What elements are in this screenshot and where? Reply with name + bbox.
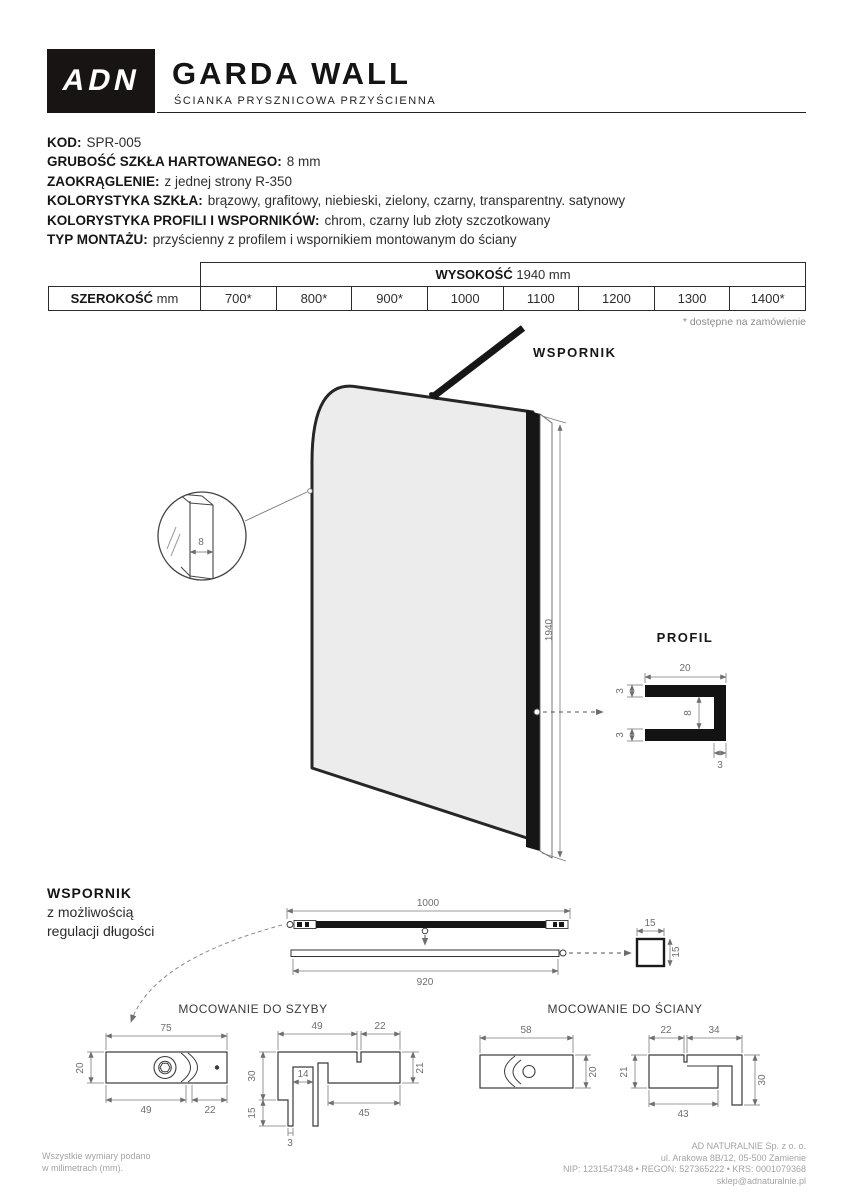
width-cell: 900* (352, 287, 428, 311)
glass-panel-drawing (312, 328, 617, 858)
spec-value: brązowy, grafitowy, niebieski, zielony, czarny, transparentny. satynowy (207, 193, 626, 209)
height-label: WYSOKOŚĆ (435, 267, 513, 282)
height-header-cell (201, 263, 806, 287)
bracket-rod (434, 328, 523, 396)
spec-value: chrom, czarny lub złoty szczotkowany (324, 212, 551, 228)
gms-base: 45 (358, 1108, 370, 1119)
width-cell: 1200 (579, 287, 655, 311)
spec-row-zaokraglenie (47, 172, 625, 191)
gms-front: 49 (311, 1021, 323, 1032)
company-name: AD NATURALNIE Sp. z o. o. (691, 1141, 806, 1151)
brand-logo-text: ADN (59, 64, 144, 97)
wms-right: 34 (708, 1025, 720, 1036)
size-table-width-row (49, 287, 806, 311)
spec-label: ZAOKRĄGLENIE: (47, 173, 160, 189)
wall-mount-side-view (619, 1025, 768, 1120)
bracket-profile-width: 15 (644, 918, 656, 929)
company-email: sklep@adnaturalnie.pl (716, 1175, 806, 1186)
width-cell: 1100 (503, 287, 579, 311)
wall-profile-bar (526, 410, 540, 851)
dimensions-note-line1: Wszystkie wymiary podano (42, 1151, 151, 1161)
wms-right-height: 30 (757, 1074, 768, 1086)
gm-height: 20 (75, 1062, 86, 1074)
wall-mount-top-view (480, 1025, 599, 1088)
wms-base: 43 (677, 1109, 689, 1120)
bracket-subtitle-line2: regulacji długości (47, 923, 155, 939)
profile-title: PROFIL (656, 630, 714, 645)
gm-hole-offset: 49 (140, 1105, 152, 1116)
brand-logo (47, 49, 155, 113)
bracket-cross-section (637, 939, 664, 966)
spec-list (47, 133, 625, 249)
size-table (48, 262, 806, 311)
profile-detail (615, 630, 726, 771)
dimensions-note (42, 1150, 151, 1174)
profile-width: 20 (679, 663, 691, 674)
glass-height-value: 1940 (544, 618, 555, 642)
spec-label: GRUBOŚĆ SZKŁA HARTOWANEGO: (47, 154, 282, 170)
gms-height: 30 (247, 1070, 258, 1082)
spec-label: TYP MONTAŻU: (47, 232, 148, 248)
page-title: GARDA WALL (172, 56, 411, 91)
gms-back: 22 (374, 1021, 386, 1032)
spec-row-kod (47, 133, 625, 152)
spec-label: KOLORYSTYKA PROFILI I WSPORNIKÓW: (47, 212, 320, 228)
profile-top-wall: 3 (615, 688, 626, 694)
wm-height: 20 (588, 1066, 599, 1078)
width-unit: mm (156, 291, 179, 306)
wall-mount-title: MOCOWANIE DO ŚCIANY (547, 1002, 703, 1016)
spec-row-kolor-profili (47, 211, 625, 230)
dimensions-note-line2: w milimetrach (mm). (42, 1163, 123, 1173)
header-divider (157, 112, 806, 113)
gms-slot: 14 (297, 1069, 309, 1080)
bracket-length-max: 1000 (416, 898, 440, 909)
availability-note: * dostępne na zamówienie (682, 316, 806, 328)
company-registry: NIP: 1231547348 • REGON: 527365222 • KRS: 0001079368 (563, 1164, 806, 1174)
size-table-spacer-cell (49, 263, 201, 287)
size-table-header-row (49, 263, 806, 287)
spec-value: SPR-005 (86, 135, 142, 150)
spec-label: KOLORYSTYKA SZKŁA: (47, 193, 203, 209)
bracket-profile-height: 15 (671, 946, 682, 958)
profile-gap: 8 (683, 710, 694, 716)
profile-bottom-wall: 3 (615, 732, 626, 738)
bracket-section-title (47, 884, 154, 941)
spec-label: KOD: (47, 135, 82, 150)
gms-drop: 15 (247, 1107, 258, 1119)
bracket-length-min: 920 (416, 977, 434, 988)
page-subtitle: ŚCIANKA PRYSZNICOWA PRZYŚCIENNA (174, 95, 437, 107)
gms-right-height: 21 (415, 1062, 426, 1074)
gm-width: 75 (160, 1023, 172, 1034)
spec-value: z jednej strony R-350 (164, 173, 293, 189)
wms-left-height: 21 (619, 1066, 630, 1078)
wm-width: 58 (520, 1025, 532, 1036)
glass-thickness-value: 8 (198, 537, 204, 548)
thickness-detail (158, 489, 312, 584)
glass-mount-top-view (75, 1023, 227, 1116)
width-cell: 1000 (427, 287, 503, 311)
spec-row-kolor-szkla (47, 191, 625, 210)
bracket-title: WSPORNIK (47, 885, 132, 901)
spec-row-grubosc (47, 152, 625, 171)
height-value: 1940 mm (516, 267, 571, 282)
profile-side-wall: 3 (717, 760, 723, 771)
width-label-cell (49, 287, 201, 311)
glass-mount-title: MOCOWANIE DO SZYBY (178, 1002, 328, 1016)
gm-end-offset: 22 (204, 1105, 216, 1116)
spec-value: przyścienny z profilem i wspornikiem montowanym do ściany (152, 232, 517, 248)
spec-row-typ-montazu (47, 230, 625, 249)
width-cell: 1300 (654, 287, 730, 311)
bracket-label: WSPORNIK (533, 345, 617, 360)
width-cell: 800* (276, 287, 352, 311)
width-cell: 700* (201, 287, 277, 311)
company-address: ul. Arakowa 8B/12, 05-500 Zamienie (660, 1152, 806, 1163)
bracket-subtitle-line1: z możliwością (47, 904, 134, 920)
wms-left: 22 (660, 1025, 672, 1036)
width-label: SZEROKOŚĆ (70, 291, 154, 306)
width-cell: 1400* (730, 287, 806, 311)
gms-wall: 3 (287, 1138, 293, 1149)
spec-value: 8 mm (286, 154, 321, 170)
company-info (563, 1141, 806, 1187)
glass-mount-side-view (247, 1021, 426, 1149)
